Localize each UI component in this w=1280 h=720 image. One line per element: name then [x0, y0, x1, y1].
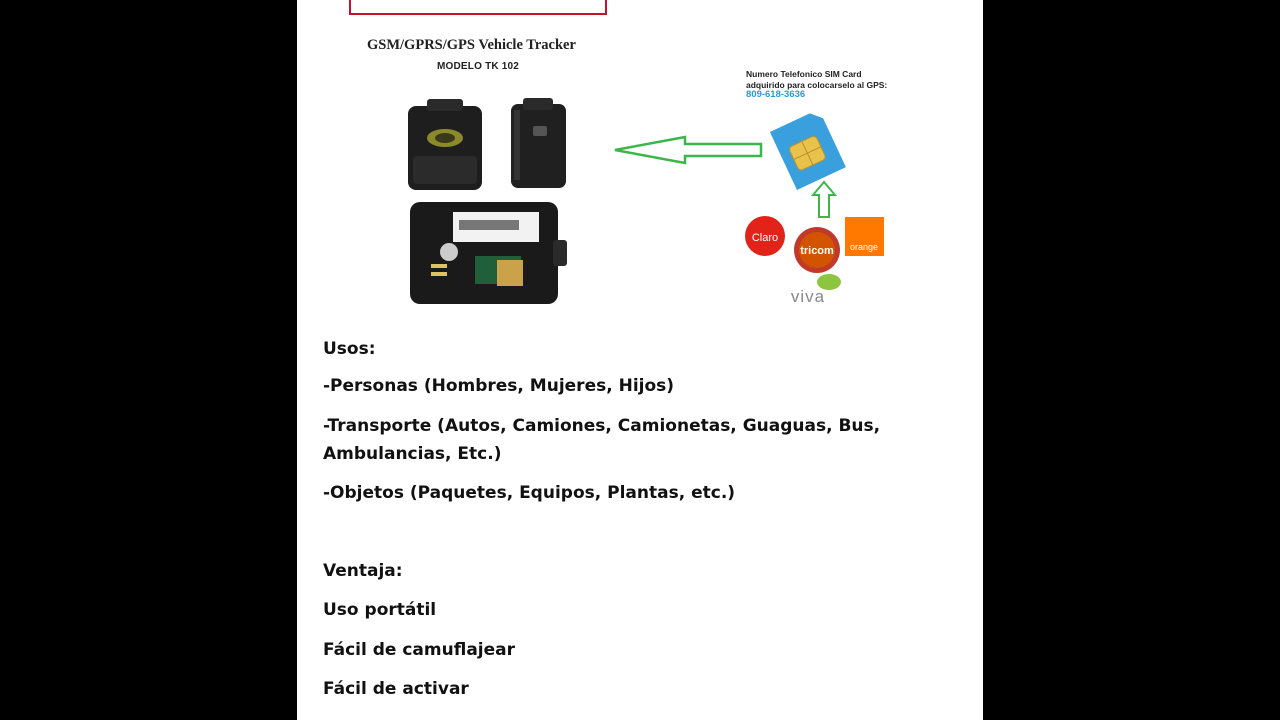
red-frame [349, 0, 607, 15]
sim-phone-number: 809-618-3636 [746, 89, 806, 100]
ventaja-heading: Ventaja: [323, 561, 403, 581]
sim-card-icon [767, 110, 847, 190]
ventaja-item-camuflajear: Fácil de camuflajear [323, 640, 516, 660]
left-arrow-icon [613, 134, 763, 166]
usos-item-transporte: -Transporte (Autos, Camiones, Camionetas, Guaguas, Bus, [323, 416, 881, 436]
usos-item-objetos: -Objetos (Paquetes, Equipos, Plantas, etc.) [323, 483, 736, 503]
viva-label: viva [790, 287, 826, 306]
tracker-front-icon [408, 99, 482, 190]
tracker-devices-image [405, 96, 585, 308]
tracker-title: GSM/GPRS/GPS Vehicle Tracker [367, 37, 576, 53]
sim-caption-line1: Numero Telefonico SIM Card [746, 69, 862, 79]
document-page [297, 0, 983, 720]
carrier-logos [743, 214, 889, 312]
sim-caption-line2: adquirido para colocarselo al GPS: [746, 79, 888, 90]
claro-label: Claro [751, 232, 779, 244]
orange-logo [845, 217, 884, 256]
tracker-side-icon [511, 98, 566, 188]
tricom-logo [794, 227, 840, 273]
tricom-label: tricom [800, 245, 834, 257]
usos-heading: Usos: [323, 339, 376, 359]
usos-item-personas: -Personas (Hombres, Mujeres, Hijos) [323, 376, 675, 396]
ventaja-item-portatil: Uso portátil [323, 600, 437, 620]
sim-caption [746, 69, 887, 101]
ventaja-item-activar: Fácil de activar [323, 679, 469, 699]
tracker-open-icon [410, 202, 567, 304]
usos-item-transporte-cont: Ambulancias, Etc.) [323, 444, 502, 464]
model-label: MODELO TK 102 [437, 61, 520, 72]
claro-logo [745, 216, 785, 256]
orange-label: orange [849, 242, 879, 252]
viva-logo [791, 274, 841, 306]
